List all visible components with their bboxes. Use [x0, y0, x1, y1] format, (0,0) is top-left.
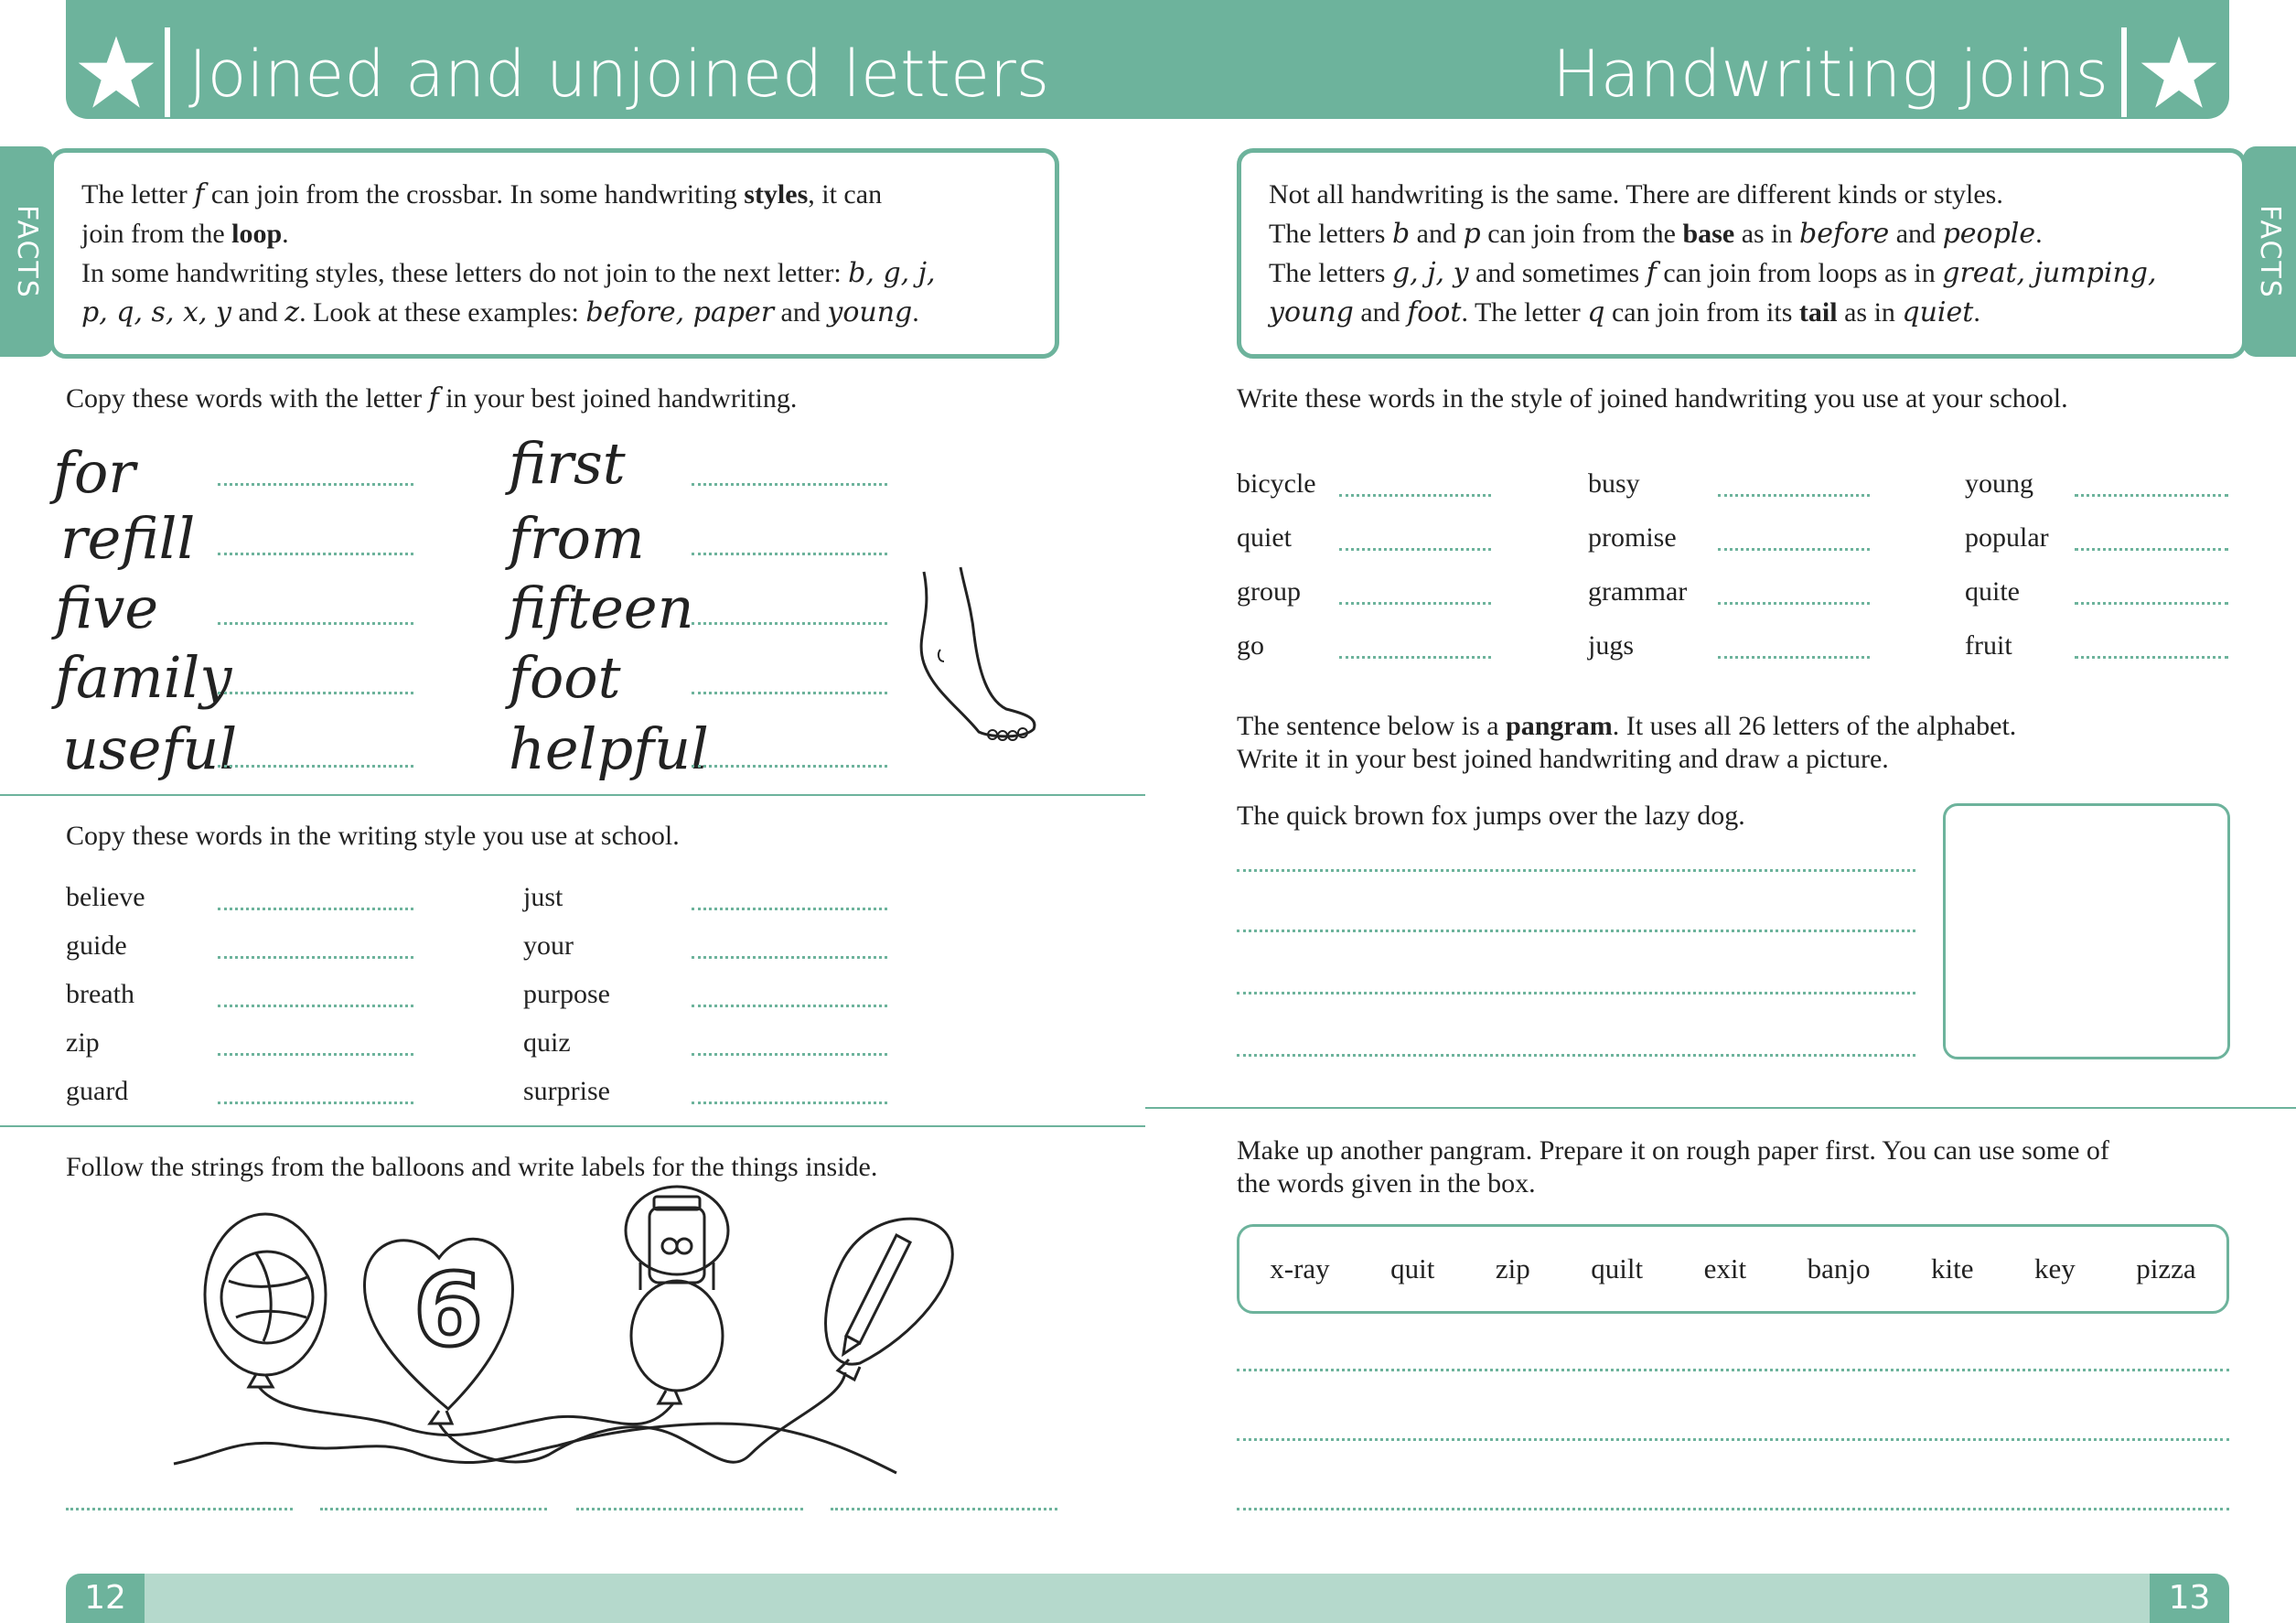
word-label: quiz: [523, 1027, 571, 1058]
answer-line[interactable]: [1237, 1438, 2229, 1441]
copy-f-instruction: Copy these words with the letter f in your best joined handwriting.: [66, 382, 798, 414]
word-label: just: [523, 882, 563, 912]
answer-line[interactable]: [218, 1102, 413, 1104]
copy-word: from: [509, 505, 645, 572]
box-word: zip: [1495, 1252, 1530, 1284]
word-label: purpose: [523, 979, 610, 1009]
facts-line: Not all handwriting is the same. There are different kinds or styles.: [1269, 179, 2003, 210]
answer-line[interactable]: [692, 1005, 887, 1007]
answer-line[interactable]: [218, 956, 413, 959]
answer-line[interactable]: [218, 1053, 413, 1056]
answer-line[interactable]: [1237, 1369, 2229, 1371]
star-icon: [2140, 33, 2218, 112]
right-page-number: 13: [2150, 1574, 2229, 1623]
word-label: jugs: [1588, 630, 1635, 661]
facts-line: join from the loop.: [81, 219, 289, 249]
box-word: key: [2033, 1252, 2076, 1284]
answer-line[interactable]: [692, 956, 887, 959]
answer-line[interactable]: [1339, 548, 1491, 551]
facts-tab: FACTS: [2243, 146, 2296, 357]
section-divider: [0, 1125, 1145, 1127]
answer-line[interactable]: [692, 622, 887, 625]
copy-word: for: [53, 439, 135, 506]
answer-line[interactable]: [1339, 602, 1491, 605]
answer-line[interactable]: [1718, 602, 1870, 605]
copy-school-instruction: Copy these words in the writing style you use at school.: [66, 821, 680, 851]
answer-line[interactable]: [218, 692, 413, 694]
answer-line[interactable]: [2075, 656, 2228, 659]
answer-line[interactable]: [692, 1053, 887, 1056]
pangram-instruction: The sentence below is a pangram. It uses all 26 letters of the alphabet. Write it in your best joined handwriting and draw a picture.: [1237, 711, 2017, 774]
word-label: group: [1237, 576, 1301, 607]
copy-word: refill: [60, 505, 196, 572]
word-label: guard: [66, 1076, 129, 1106]
section-divider: [0, 794, 1145, 796]
word-label: guide: [66, 930, 127, 961]
copy-word: five: [55, 575, 159, 641]
answer-line[interactable]: [218, 1005, 413, 1007]
word-label: quiet: [1237, 522, 1292, 553]
answer-line[interactable]: [831, 1508, 1057, 1510]
right-facts-box: [1237, 148, 2247, 359]
facts-line: p, q, s, x, y and z. Look at these examples: before, paper and young.: [81, 296, 919, 328]
word-label: believe: [66, 882, 145, 912]
answer-line[interactable]: [1718, 548, 1870, 551]
facts-line: The letters g, j, y and sometimes f can join from loops as in great, jumping,: [1269, 257, 2157, 289]
answer-line[interactable]: [1718, 656, 1870, 659]
word-label: breath: [66, 979, 134, 1009]
word-label: zip: [66, 1027, 100, 1058]
word-label: your: [523, 930, 574, 961]
make-pangram-instruction: Make up another pangram. Prepare it on rough paper first. You can use some of the words given in the box.: [1237, 1135, 2109, 1198]
left-header-bar: [66, 0, 1145, 119]
answer-line[interactable]: [1237, 930, 1915, 932]
picture-box[interactable]: [1943, 803, 2230, 1059]
word-label: quite: [1965, 576, 2020, 607]
answer-line[interactable]: [692, 908, 887, 910]
answer-line[interactable]: [218, 553, 413, 555]
box-word: exit: [1703, 1252, 1747, 1284]
answer-line[interactable]: [692, 692, 887, 694]
answer-line[interactable]: [692, 765, 887, 768]
word-label: grammar: [1588, 576, 1688, 607]
answer-line[interactable]: [2075, 494, 2228, 497]
answer-line[interactable]: [66, 1508, 293, 1510]
word-box: [1237, 1224, 2229, 1314]
balloons-instruction: Follow the strings from the balloons and write labels for the things inside.: [66, 1152, 878, 1182]
box-word: quit: [1390, 1252, 1435, 1284]
answer-line[interactable]: [320, 1508, 547, 1510]
answer-line[interactable]: [1339, 656, 1491, 659]
answer-line[interactable]: [2075, 602, 2228, 605]
copy-word: family: [55, 644, 232, 711]
copy-word: first: [509, 430, 626, 497]
left-page-number: 12: [66, 1574, 145, 1623]
balloons-illustration: [165, 1180, 988, 1482]
copy-word: fifteen: [509, 575, 694, 641]
facts-tab: FACTS: [0, 146, 53, 357]
answer-line[interactable]: [1237, 1054, 1915, 1057]
word-label: busy: [1588, 468, 1640, 499]
write-words-instruction: Write these words in the style of joined handwriting you use at your school.: [1237, 383, 2068, 414]
foot-illustration: [906, 563, 1052, 746]
word-label: fruit: [1965, 630, 2012, 661]
star-icon: [77, 33, 156, 112]
box-word: quilt: [1591, 1252, 1644, 1284]
word-label: popular: [1965, 522, 2049, 553]
copy-word: foot: [509, 644, 621, 711]
header-divider: [165, 27, 170, 117]
footer-bar: [145, 1574, 2150, 1623]
answer-line[interactable]: [2075, 548, 2228, 551]
answer-line[interactable]: [1237, 1508, 2229, 1510]
word-label: young: [1965, 468, 2033, 499]
answer-line[interactable]: [1237, 869, 1915, 872]
answer-line[interactable]: [692, 483, 887, 486]
answer-line[interactable]: [1718, 494, 1870, 497]
word-label: surprise: [523, 1076, 610, 1106]
box-word: kite: [1930, 1252, 1974, 1284]
answer-line[interactable]: [692, 1102, 887, 1104]
answer-line[interactable]: [218, 483, 413, 486]
copy-word: helpful: [509, 715, 709, 782]
header-divider: [2121, 27, 2127, 117]
pangram-sentence: The quick brown fox jumps over the lazy dog.: [1237, 801, 1745, 831]
facts-line: In some handwriting styles, these letters do not join to the next letter: b, g, j,: [81, 257, 936, 289]
box-word: banjo: [1807, 1252, 1871, 1284]
answer-line[interactable]: [1339, 494, 1491, 497]
answer-line[interactable]: [218, 622, 413, 625]
section-divider: [1145, 1107, 2296, 1109]
box-word: pizza: [2136, 1252, 2196, 1284]
facts-line: young and foot. The letter q can join from its tail as in quiet.: [1269, 296, 1980, 328]
answer-line[interactable]: [218, 908, 413, 910]
left-page-title: Joined and unjoined letters: [188, 37, 1050, 112]
answer-line[interactable]: [692, 553, 887, 555]
right-header-bar: [1145, 0, 2229, 119]
left-facts-box: [49, 148, 1059, 359]
box-word: x-ray: [1270, 1252, 1330, 1284]
word-label: go: [1237, 630, 1264, 661]
answer-line[interactable]: [1237, 992, 1915, 994]
copy-word: useful: [62, 715, 238, 782]
right-page-title: Handwriting joins: [1552, 37, 2108, 112]
word-label: promise: [1588, 522, 1677, 553]
balloon-digit: 6: [413, 1252, 484, 1369]
facts-line: The letters b and p can join from the base as in before and people.: [1269, 218, 2043, 250]
facts-line: The letter f can join from the crossbar. In some handwriting styles, it can: [81, 178, 883, 210]
word-label: bicycle: [1237, 468, 1316, 499]
answer-line[interactable]: [218, 765, 413, 768]
answer-line[interactable]: [576, 1508, 803, 1510]
